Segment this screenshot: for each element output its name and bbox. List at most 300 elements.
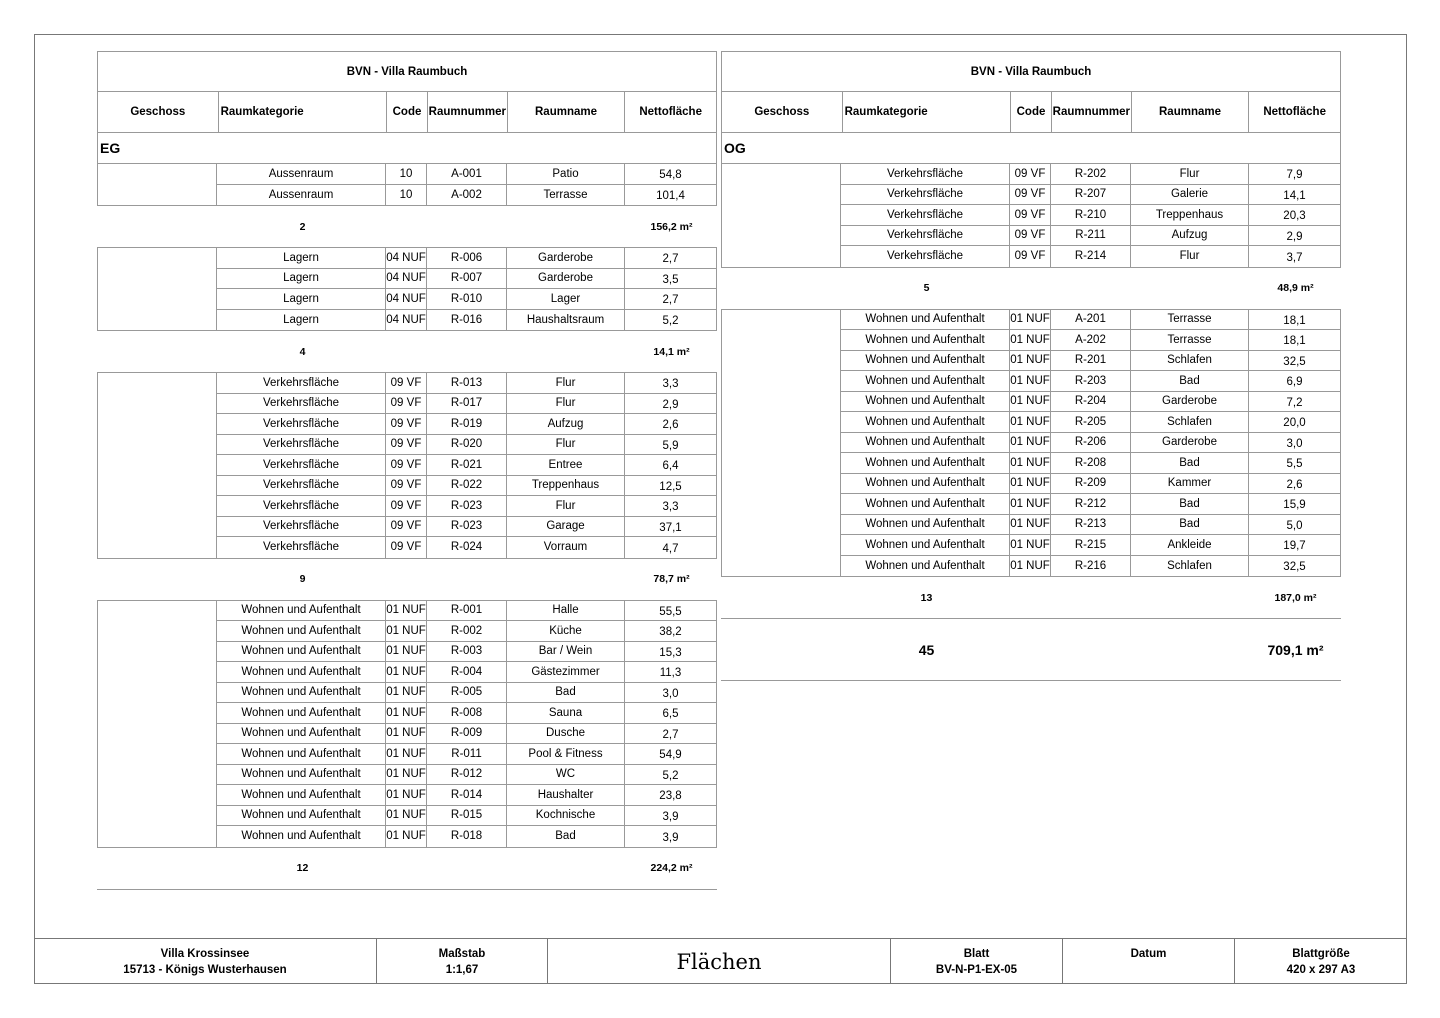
table-row [217, 496, 716, 517]
code-cell [386, 248, 427, 268]
cell-text: Garderobe [538, 251, 593, 264]
table-row [841, 433, 1340, 454]
cell-text: R-014 [450, 788, 483, 801]
category-cell [217, 496, 386, 516]
cell-text: Lager [550, 292, 581, 305]
cell-text: Schlafen [1167, 415, 1212, 428]
cell-text: 01 NUF [1010, 477, 1050, 490]
code-cell [1010, 474, 1051, 494]
cell-text: 09 VF [390, 397, 422, 410]
category-cell [841, 453, 1010, 473]
cell-text: Entree [548, 458, 583, 471]
net-area-cell [1249, 474, 1340, 494]
category-cell [217, 476, 386, 496]
cell-text: Gästezimmer [531, 665, 600, 678]
cell-text: Verkehrsfläche [262, 541, 340, 554]
room-number-cell [427, 394, 507, 414]
cell-text: Garderobe [1162, 436, 1217, 449]
category-cell [217, 537, 386, 558]
cell-text: R-215 [1074, 538, 1107, 551]
code-cell [1010, 556, 1051, 577]
date-label: Datum [1130, 948, 1167, 960]
room-name-cell [507, 394, 625, 414]
cell-text: R-003 [450, 645, 483, 658]
category-cell [217, 248, 386, 268]
room-name-cell [507, 724, 625, 744]
cell-text: R-023 [450, 520, 483, 533]
cell-text: 54,9 [659, 749, 682, 762]
net-area-cell [625, 289, 716, 309]
cell-text: 09 VF [390, 376, 422, 389]
subtotal-row [97, 559, 717, 600]
cell-text: 12,5 [659, 480, 682, 493]
cell-text: 2,7 [662, 253, 679, 266]
code-cell [386, 517, 427, 537]
code-cell [1010, 515, 1051, 535]
cell-text: Lagern [283, 272, 319, 285]
cell-text: Garderobe [538, 272, 593, 285]
code-cell [1010, 371, 1051, 391]
net-area-cell [625, 476, 716, 496]
cell-text: Wohnen und Aufenthalt [865, 456, 985, 469]
net-area-cell [1249, 185, 1340, 205]
cell-text: R-007 [450, 272, 483, 285]
net-area-cell [625, 765, 716, 785]
cell-text: 3,3 [662, 501, 679, 514]
table-row [217, 826, 716, 847]
net-area-cell [1249, 494, 1340, 514]
group-rows [217, 601, 716, 847]
code-cell [386, 164, 427, 184]
subtotal-count: 13 [920, 591, 933, 604]
room-number-cell [427, 455, 507, 475]
column-header: Geschoss [98, 92, 219, 132]
cell-text: 54,8 [659, 169, 682, 182]
room-name-cell [1131, 226, 1249, 246]
room-name-cell [1131, 412, 1249, 432]
table-row [217, 269, 716, 290]
code-cell [386, 185, 427, 206]
net-area-cell [1249, 433, 1340, 453]
category-cell [841, 205, 1010, 225]
header-row [97, 92, 717, 133]
cell-text: R-214 [1074, 250, 1107, 263]
cell-text: 5,5 [1286, 458, 1303, 471]
cell-text: Verkehrsfläche [262, 499, 340, 512]
room-number-cell [1051, 535, 1131, 555]
category-cell [841, 330, 1010, 350]
cell-text: 4,7 [662, 542, 679, 555]
date-cell [1063, 939, 1235, 984]
cell-text: 101,4 [656, 190, 685, 203]
room-name-cell [1131, 246, 1249, 267]
room-number-cell [427, 517, 507, 537]
room-group [721, 309, 1341, 578]
category-cell [217, 517, 386, 537]
cell-text: Haushaltsraum [526, 313, 605, 326]
room-number-cell [427, 724, 507, 744]
room-name-cell [507, 164, 625, 184]
room-name-cell [507, 269, 625, 289]
cell-text: 01 NUF [386, 727, 426, 740]
floor-label: OG [721, 133, 1341, 164]
category-cell [841, 351, 1010, 371]
room-name-cell [1131, 185, 1249, 205]
cell-text: 14,1 [1283, 189, 1306, 202]
table-row [217, 164, 716, 185]
cell-text: 2,6 [662, 419, 679, 432]
table-row [217, 642, 716, 663]
cell-text: 01 NUF [1010, 456, 1050, 469]
cell-text: Bad [1179, 374, 1200, 387]
room-name-cell [1131, 494, 1249, 514]
cell-text: Pool & Fitness [528, 747, 603, 760]
cell-text: A-001 [451, 167, 482, 180]
cell-text: R-022 [450, 479, 483, 492]
room-number-cell [1051, 433, 1131, 453]
room-name-cell [507, 621, 625, 641]
cell-text: 5,2 [662, 769, 679, 782]
cell-text: Flur [555, 499, 576, 512]
cell-text: Galerie [1170, 188, 1209, 201]
cell-text: Verkehrsfläche [262, 397, 340, 410]
subtotal-row [97, 331, 717, 372]
cell-text: 3,9 [662, 831, 679, 844]
category-cell [217, 683, 386, 703]
cell-text: A-201 [1075, 313, 1106, 326]
cell-text: R-212 [1074, 497, 1107, 510]
cell-text: R-004 [450, 665, 483, 678]
cell-text: 2,7 [662, 728, 679, 741]
group-rows [841, 164, 1340, 267]
group-rows [217, 373, 716, 558]
code-cell [386, 476, 427, 496]
cell-text: 3,3 [662, 378, 679, 391]
code-cell [386, 765, 427, 785]
category-cell [841, 371, 1010, 391]
category-cell [217, 164, 386, 184]
net-area-cell [625, 703, 716, 723]
column-header: Raumkategorie [843, 92, 1011, 132]
cell-text: 55,5 [659, 605, 682, 618]
cell-text: 37,1 [659, 521, 682, 534]
cell-text: Wohnen und Aufenthalt [865, 559, 985, 572]
net-area-cell [1249, 330, 1340, 350]
cell-text: 09 VF [390, 438, 422, 451]
net-area-cell [625, 744, 716, 764]
net-area-cell [625, 826, 716, 847]
net-area-cell [625, 185, 716, 206]
project-address: 15713 - Königs Wusterhausen [123, 963, 287, 976]
cell-text: 01 NUF [1010, 313, 1050, 326]
column-header: Raumname [508, 92, 626, 132]
cell-text: Verkehrsfläche [262, 376, 340, 389]
project-name: Villa Krossinsee [160, 947, 250, 960]
net-area-cell [625, 435, 716, 455]
net-area-cell [1249, 412, 1340, 432]
net-area-cell [1249, 515, 1340, 535]
cell-text: Bad [1179, 518, 1200, 531]
cell-text: Wohnen und Aufenthalt [865, 518, 985, 531]
table-row [217, 435, 716, 456]
table-row [217, 476, 716, 497]
sheet-title: Flächen [676, 949, 762, 974]
table-row [841, 351, 1340, 372]
cell-text: 18,1 [1283, 314, 1306, 327]
room-number-cell [427, 785, 507, 805]
cell-text: R-012 [450, 768, 483, 781]
category-cell [217, 703, 386, 723]
room-name-cell [507, 642, 625, 662]
cell-text: 20,3 [1283, 210, 1306, 223]
cell-text: R-208 [1074, 456, 1107, 469]
category-cell [217, 310, 386, 331]
cell-text: Bad [555, 686, 576, 699]
code-cell [386, 310, 427, 331]
code-cell [1010, 535, 1051, 555]
room-number-cell [427, 435, 507, 455]
cell-text: Verkehrsfläche [886, 250, 964, 263]
table-row [217, 683, 716, 704]
room-number-cell [1051, 371, 1131, 391]
net-area-cell [1249, 371, 1340, 391]
table-row [217, 310, 716, 331]
cell-text: R-024 [450, 541, 483, 554]
cell-text: 20,0 [1283, 417, 1306, 430]
code-cell [386, 455, 427, 475]
cell-text: Aufzug [1171, 229, 1208, 242]
room-number-cell [1051, 246, 1131, 267]
cell-text: Wohnen und Aufenthalt [241, 788, 361, 801]
code-cell [386, 806, 427, 826]
cell-text: Dusche [546, 727, 585, 740]
table-row [217, 806, 716, 827]
cell-text: 18,1 [1283, 335, 1306, 348]
cell-text: Sauna [548, 706, 583, 719]
cell-text: 01 NUF [1010, 518, 1050, 531]
table-row [217, 289, 716, 310]
room-number-cell [427, 662, 507, 682]
net-area-cell [1249, 164, 1340, 184]
cell-text: R-204 [1074, 395, 1107, 408]
cell-text: Wohnen und Aufenthalt [865, 354, 985, 367]
column-header: Code [387, 92, 428, 132]
room-name-cell [507, 185, 625, 206]
column-header: Geschoss [722, 92, 843, 132]
divider-line [97, 889, 717, 890]
net-area-cell [1249, 351, 1340, 371]
room-name-cell [507, 537, 625, 558]
room-number-cell [1051, 474, 1131, 494]
category-cell [217, 826, 386, 847]
room-number-cell [427, 496, 507, 516]
code-cell [1010, 412, 1051, 432]
cell-text: 15,9 [1283, 499, 1306, 512]
code-cell [1010, 246, 1051, 267]
table-row [217, 744, 716, 765]
room-number-cell [427, 164, 507, 184]
cell-text: R-021 [450, 458, 483, 471]
sheet-title-cell [548, 939, 891, 984]
subtotal-area: 48,9 m² [1277, 282, 1314, 294]
cell-text: Wohnen und Aufenthalt [241, 768, 361, 781]
category-cell [841, 535, 1010, 555]
cell-text: 01 NUF [386, 830, 426, 843]
code-cell [386, 744, 427, 764]
cell-text: R-002 [450, 624, 483, 637]
room-table-og [721, 51, 1341, 681]
cell-text: R-207 [1074, 188, 1107, 201]
category-cell [217, 785, 386, 805]
cell-text: Verkehrsfläche [262, 520, 340, 533]
cell-text: Wohnen und Aufenthalt [241, 727, 361, 740]
code-cell [386, 683, 427, 703]
cell-text: 01 NUF [386, 809, 426, 822]
cell-text: 04 NUF [386, 251, 426, 264]
category-cell [217, 269, 386, 289]
size-label: Blattgröße [1292, 947, 1350, 960]
cell-text: 04 NUF [386, 272, 426, 285]
cell-text: 3,0 [662, 687, 679, 700]
cell-text: Verkehrsfläche [886, 188, 964, 201]
room-group [97, 372, 717, 559]
code-cell [1010, 392, 1051, 412]
sheet-number: BV-N-P1-EX-05 [935, 963, 1018, 976]
cell-text: R-010 [450, 292, 483, 305]
cell-text: Garderobe [1162, 395, 1217, 408]
cell-text: Wohnen und Aufenthalt [865, 333, 985, 346]
category-cell [217, 394, 386, 414]
code-cell [386, 642, 427, 662]
room-name-cell [507, 806, 625, 826]
category-cell [217, 185, 386, 206]
net-area-cell [625, 806, 716, 826]
sheet-label: Blatt [963, 947, 990, 960]
cell-text: 01 NUF [1010, 415, 1050, 428]
room-name-cell [1131, 371, 1249, 391]
category-cell [841, 433, 1010, 453]
room-number-cell [427, 414, 507, 434]
net-area-cell [1249, 556, 1340, 577]
cell-text: 01 NUF [1010, 559, 1050, 572]
table-title: BVN - Villa Raumbuch [721, 51, 1341, 92]
cell-text: R-001 [450, 604, 483, 617]
cell-text: Bad [1179, 497, 1200, 510]
cell-text: 01 NUF [1010, 436, 1050, 449]
category-cell [841, 185, 1010, 205]
cell-text: R-005 [450, 686, 483, 699]
cell-text: Patio [552, 167, 579, 180]
room-name-cell [507, 826, 625, 847]
cell-text: 09 VF [1014, 208, 1046, 221]
cell-text: R-008 [450, 706, 483, 719]
cell-text: 01 NUF [386, 747, 426, 760]
table-row [217, 517, 716, 538]
cell-text: A-202 [1075, 333, 1106, 346]
cell-text: 32,5 [1283, 355, 1306, 368]
cell-text: R-205 [1074, 415, 1107, 428]
subtotal-area: 14,1 m² [653, 345, 690, 358]
cell-text: 3,9 [662, 810, 679, 823]
code-cell [386, 724, 427, 744]
group-rows [217, 164, 716, 205]
cell-text: Verkehrsfläche [886, 229, 964, 242]
room-name-cell [1131, 351, 1249, 371]
cell-text: 01 NUF [386, 645, 426, 658]
room-group [97, 247, 717, 331]
room-number-cell [427, 476, 507, 496]
room-number-cell [427, 310, 507, 331]
room-number-cell [427, 269, 507, 289]
cell-text: Verkehrsfläche [262, 479, 340, 492]
net-area-cell [625, 621, 716, 641]
table-row [217, 373, 716, 394]
column-header: Raumname [1132, 92, 1250, 132]
cell-text: 01 NUF [1010, 395, 1050, 408]
cell-text: 09 VF [1014, 229, 1046, 242]
size-value: 420 x 297 A3 [1286, 963, 1356, 976]
cell-text: Terrasse [1167, 333, 1212, 346]
subtotal-area: 156,2 m² [650, 220, 693, 233]
category-cell [841, 556, 1010, 577]
category-cell [217, 744, 386, 764]
cell-text: Aussenraum [268, 167, 334, 180]
category-cell [217, 601, 386, 621]
code-cell [1010, 164, 1051, 184]
cell-text: R-018 [450, 830, 483, 843]
cell-text: R-017 [450, 397, 483, 410]
code-cell [386, 826, 427, 847]
code-cell [386, 703, 427, 723]
net-area-cell [625, 269, 716, 289]
cell-text: Treppenhaus [1155, 208, 1224, 221]
code-cell [1010, 494, 1051, 514]
table-row [841, 205, 1340, 226]
code-cell [386, 289, 427, 309]
cell-text: 10 [399, 188, 413, 201]
category-cell [217, 373, 386, 393]
room-number-cell [1051, 392, 1131, 412]
cell-text: Halle [552, 604, 579, 617]
room-name-cell [507, 455, 625, 475]
cell-text: Verkehrsfläche [262, 458, 340, 471]
column-header: Raumnummer [1052, 92, 1132, 132]
category-cell [841, 474, 1010, 494]
net-area-cell [625, 724, 716, 744]
room-name-cell [1131, 164, 1249, 184]
net-area-cell [625, 683, 716, 703]
cell-text: Lagern [283, 313, 319, 326]
table-row [841, 226, 1340, 247]
cell-text: Verkehrsfläche [886, 167, 964, 180]
room-name-cell [1131, 515, 1249, 535]
net-area-cell [1249, 392, 1340, 412]
column-header: Raumkategorie [219, 92, 387, 132]
code-cell [1010, 351, 1051, 371]
cell-text: Flur [1179, 167, 1200, 180]
cell-text: Wohnen und Aufenthalt [865, 497, 985, 510]
cell-text: R-013 [450, 376, 483, 389]
room-group [97, 600, 717, 848]
room-name-cell [507, 248, 625, 268]
room-name-cell [1131, 453, 1249, 473]
title-block [34, 938, 1407, 984]
cell-text: 15,3 [659, 646, 682, 659]
cell-text: Wohnen und Aufenthalt [865, 374, 985, 387]
room-name-cell [507, 435, 625, 455]
room-name-cell [507, 414, 625, 434]
cell-text: 09 VF [1014, 188, 1046, 201]
